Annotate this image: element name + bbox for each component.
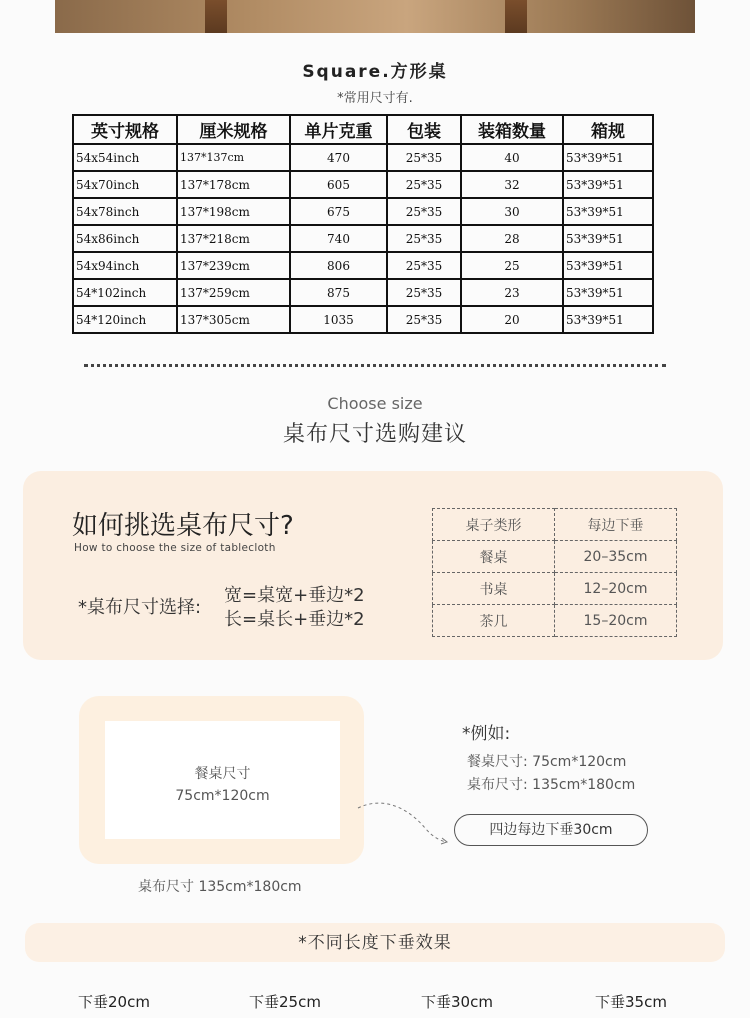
- column-header: 厘米规格: [177, 115, 290, 144]
- table-cell: 53*39*51: [563, 252, 653, 279]
- table-cell: 20: [461, 306, 563, 333]
- effects-title-band: *不同长度下垂效果: [25, 923, 725, 962]
- drop-label: 下垂20cm: [78, 993, 150, 1011]
- table-cell: 137*218cm: [177, 225, 290, 252]
- choose-size-heading-en: Choose size: [327, 394, 423, 413]
- table-cell: 53*39*51: [563, 144, 653, 171]
- table-cell: 54x70inch: [73, 171, 177, 198]
- table-cell: 25*35: [387, 144, 461, 171]
- table-cell: 53*39*51: [563, 171, 653, 198]
- column-header: 英寸规格: [73, 115, 177, 144]
- column-header: 桌子类形: [433, 509, 555, 541]
- table-cell: 25*35: [387, 171, 461, 198]
- table-size: 75cm*120cm: [175, 788, 270, 804]
- table-cell: 54x94inch: [73, 252, 177, 279]
- formula-label: *桌布尺寸选择:: [78, 597, 202, 618]
- table-cell: 25*35: [387, 306, 461, 333]
- table-cell: 茶几: [433, 605, 555, 637]
- table-cell: 23: [461, 279, 563, 306]
- table-cell: 书桌: [433, 573, 555, 605]
- table-cell: 53*39*51: [563, 198, 653, 225]
- table-cell: 25: [461, 252, 563, 279]
- table-cell: 15–20cm: [555, 605, 677, 637]
- table-cell: 806: [290, 252, 387, 279]
- table-cell: 137*305cm: [177, 306, 290, 333]
- formula-length: 长=桌长+垂边*2: [224, 609, 365, 630]
- example-table-size: 餐桌尺寸: 75cm*120cm: [467, 754, 627, 770]
- table-cell: 25*35: [387, 198, 461, 225]
- table-cell: 740: [290, 225, 387, 252]
- table-cell: 137*178cm: [177, 171, 290, 198]
- example-title: *例如:: [462, 724, 511, 744]
- table-cell: 53*39*51: [563, 306, 653, 333]
- formula-width: 宽=桌宽+垂边*2: [224, 585, 365, 606]
- table-cell: 25*35: [387, 252, 461, 279]
- column-header: 单片克重: [290, 115, 387, 144]
- table-cell: 12–20cm: [555, 573, 677, 605]
- table-cell: 54x54inch: [73, 144, 177, 171]
- table-cell: 54*102inch: [73, 279, 177, 306]
- column-header: 装箱数量: [461, 115, 563, 144]
- example-cloth-size: 桌布尺寸: 135cm*180cm: [467, 777, 636, 793]
- table-cell: 137*259cm: [177, 279, 290, 306]
- choose-size-heading-cn: 桌布尺寸选购建议: [282, 422, 467, 447]
- table-cell: 54x78inch: [73, 198, 177, 225]
- table-cell: 28: [461, 225, 563, 252]
- table-cell: 137*137cm: [177, 144, 290, 171]
- guide-subtitle: How to choose the size of tablecloth: [74, 542, 276, 554]
- drop-label: 下垂30cm: [421, 993, 493, 1011]
- drop-note-pill: 四边每边下垂30cm: [454, 814, 648, 846]
- table-cell: 20–35cm: [555, 541, 677, 573]
- table-cell: 53*39*51: [563, 225, 653, 252]
- section-note: *常用尺寸有.: [337, 91, 413, 106]
- table-cell: 875: [290, 279, 387, 306]
- table-cell: 675: [290, 198, 387, 225]
- table-cell: 餐桌: [433, 541, 555, 573]
- table-cell: 54*120inch: [73, 306, 177, 333]
- cloth-size-caption: 桌布尺寸 135cm*180cm: [138, 879, 302, 895]
- section-title: Square.方形桌: [302, 62, 448, 82]
- table-cell: 1035: [290, 306, 387, 333]
- table-cell: 40: [461, 144, 563, 171]
- guide-title: 如何挑选桌布尺寸?: [72, 511, 294, 541]
- table-cell: 53*39*51: [563, 279, 653, 306]
- table-cell: 137*239cm: [177, 252, 290, 279]
- table-cell: 54x86inch: [73, 225, 177, 252]
- drop-label: 下垂25cm: [249, 993, 321, 1011]
- table-cell: 25*35: [387, 279, 461, 306]
- table-cell: 32: [461, 171, 563, 198]
- table-cell: 605: [290, 171, 387, 198]
- column-header: 每边下垂: [555, 509, 677, 541]
- table-cell: 30: [461, 198, 563, 225]
- table-cell: 137*198cm: [177, 198, 290, 225]
- column-header: 箱规: [563, 115, 653, 144]
- table-cell: 25*35: [387, 225, 461, 252]
- table-cell: 470: [290, 144, 387, 171]
- drop-label: 下垂35cm: [595, 993, 667, 1011]
- column-header: 包装: [387, 115, 461, 144]
- table-label: 餐桌尺寸: [194, 766, 251, 782]
